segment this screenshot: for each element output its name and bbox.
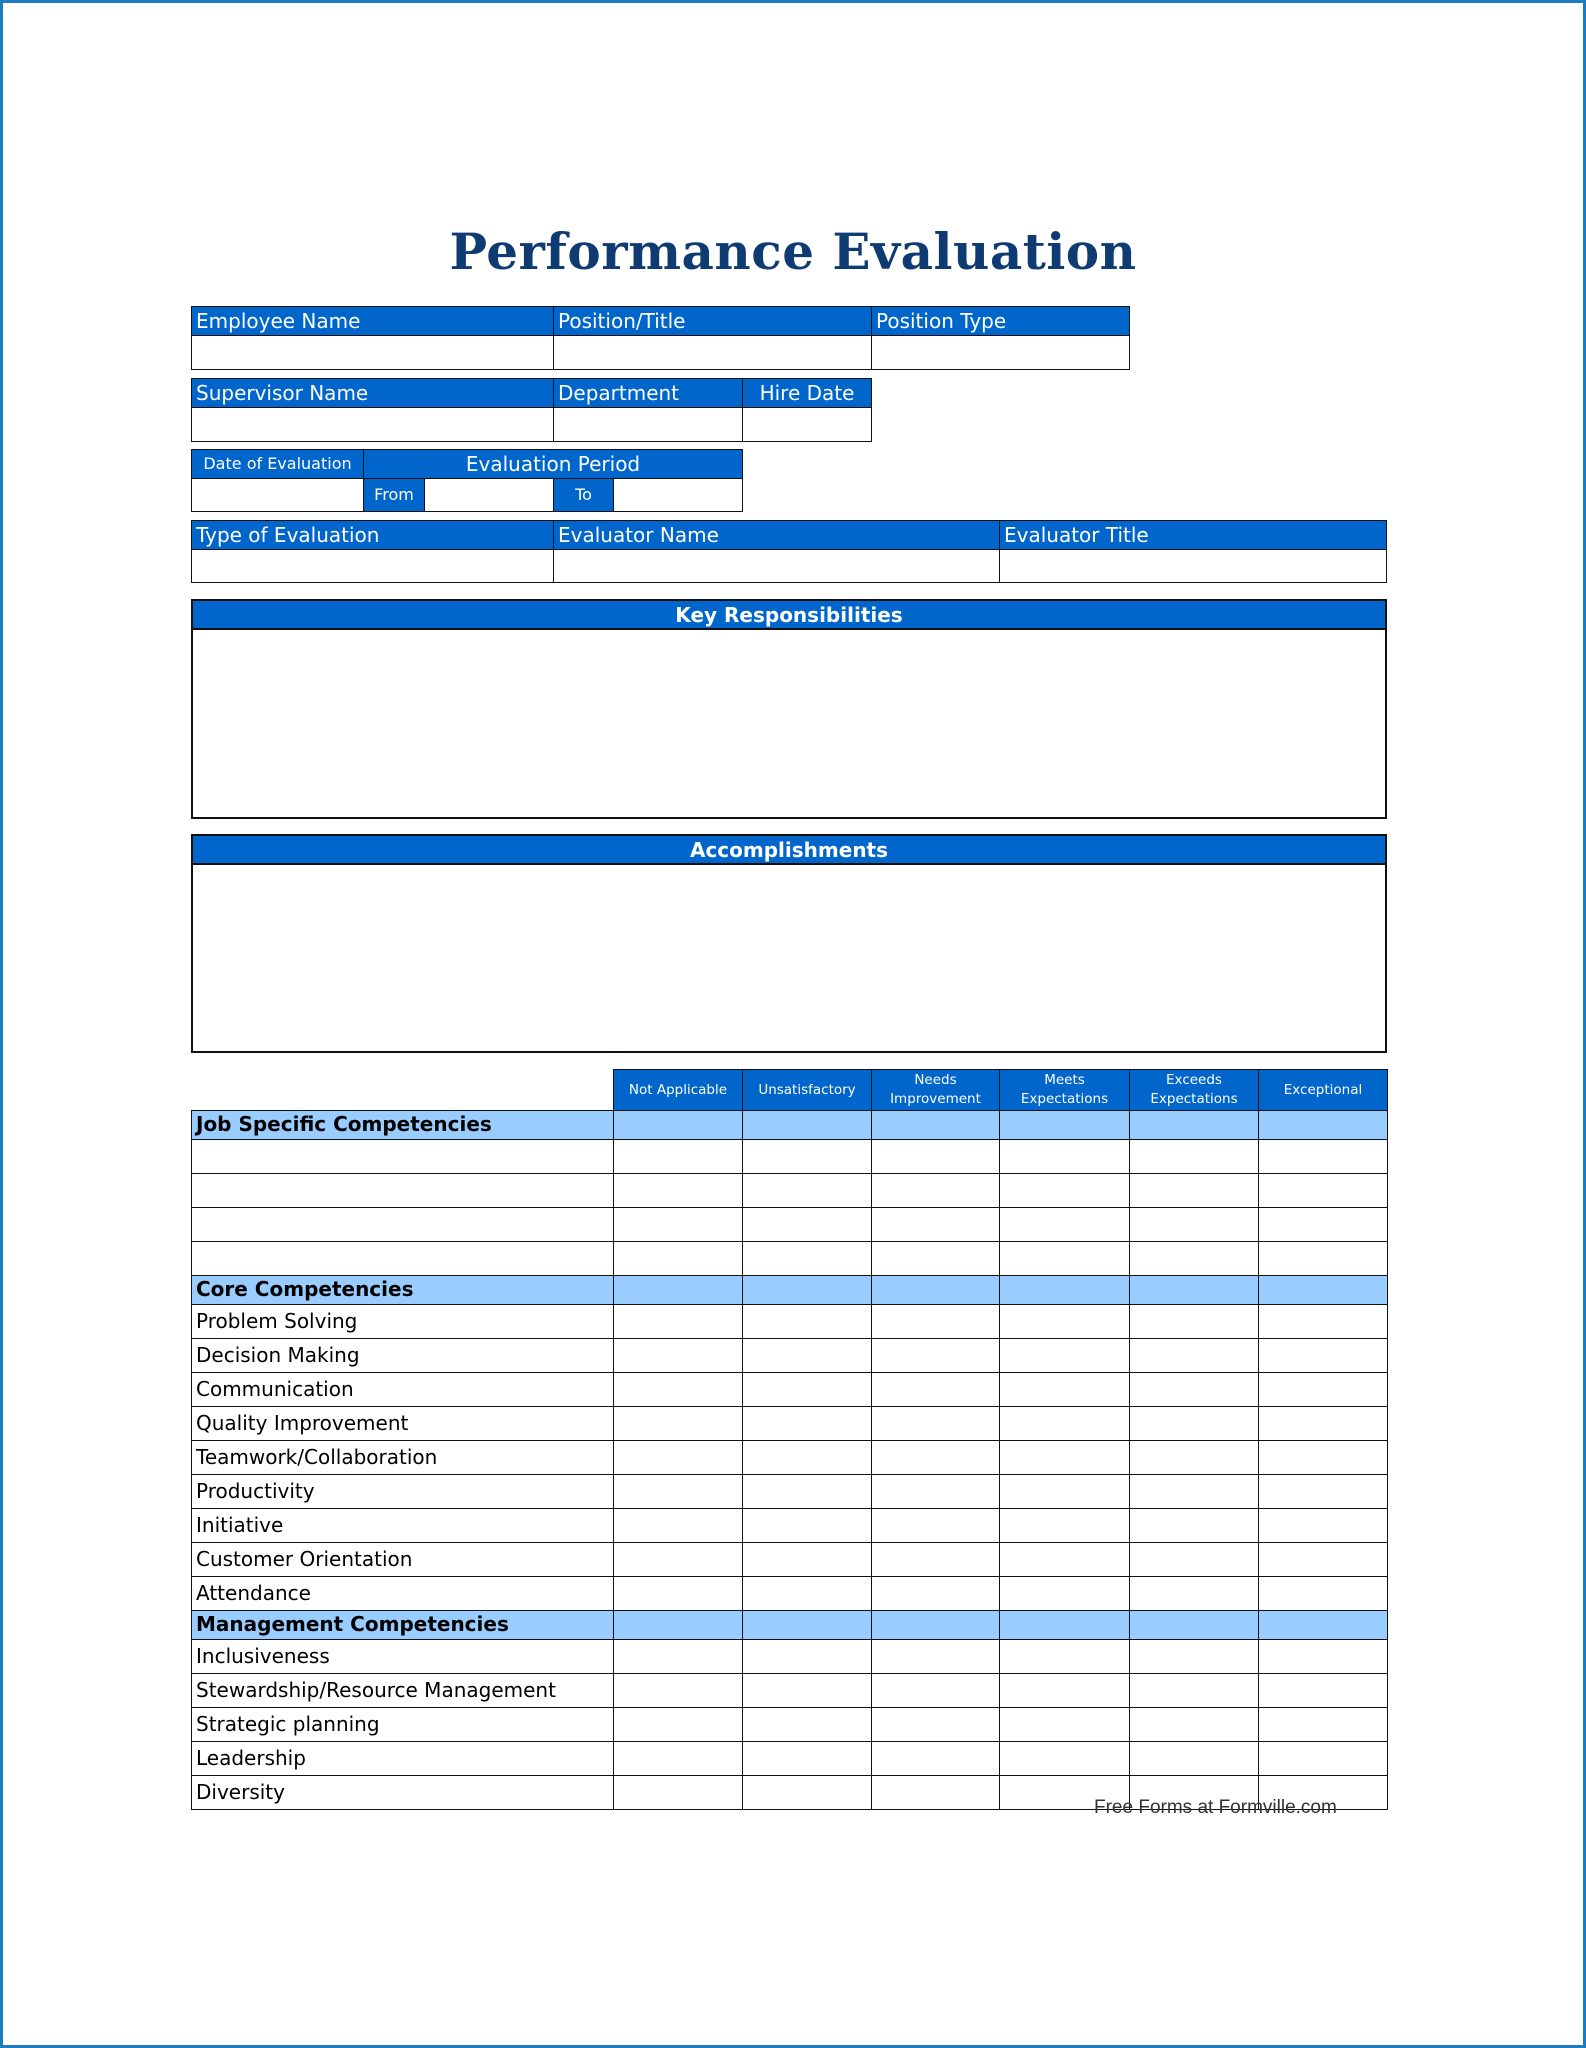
rating-cell[interactable] <box>1129 1372 1259 1407</box>
competency-label: Inclusiveness <box>191 1639 614 1674</box>
section-header-cell <box>999 1275 1130 1305</box>
section-header-cell <box>1129 1610 1259 1640</box>
rating-cell[interactable] <box>871 1707 1000 1742</box>
rating-cell[interactable] <box>999 1241 1130 1276</box>
section-header-cell <box>742 1610 872 1640</box>
rating-cell[interactable] <box>742 1139 872 1174</box>
rating-cell[interactable] <box>1258 1304 1388 1339</box>
rating-cell[interactable] <box>742 1741 872 1776</box>
to-label: To <box>553 478 614 512</box>
rating-column-header-text: Exceptional <box>1283 1081 1363 1098</box>
rating-cell[interactable] <box>999 1639 1130 1674</box>
section-header: Core Competencies <box>191 1275 614 1305</box>
evaluation-period-label: Evaluation Period <box>363 449 743 479</box>
rating-cell[interactable] <box>742 1304 872 1339</box>
rating-cell[interactable] <box>999 1440 1130 1475</box>
rating-cell[interactable] <box>742 1775 872 1810</box>
rating-cell[interactable] <box>871 1474 1000 1509</box>
page-title: Performance Evaluation <box>449 222 1137 281</box>
from-label: From <box>363 478 425 512</box>
section-header-cell <box>1129 1275 1259 1305</box>
rating-cell[interactable] <box>1258 1139 1388 1174</box>
competency-label: Attendance <box>191 1576 614 1611</box>
position-title-field[interactable] <box>553 335 872 370</box>
rating-cell[interactable] <box>1129 1207 1259 1242</box>
evaluator-title-field[interactable] <box>999 549 1387 583</box>
department-label: Department <box>553 378 743 408</box>
rating-cell[interactable] <box>1258 1207 1388 1242</box>
rating-column-header-text: Not Applicable <box>628 1081 728 1098</box>
rating-cell[interactable] <box>613 1241 743 1276</box>
section-header-cell <box>871 1275 1000 1305</box>
rating-cell[interactable] <box>1258 1474 1388 1509</box>
rating-cell[interactable] <box>999 1372 1130 1407</box>
accomplishments-header: Accomplishments <box>191 834 1387 865</box>
department-field[interactable] <box>553 407 743 442</box>
rating-column-header-text: Expectations <box>1150 1091 1238 1107</box>
rating-cell[interactable] <box>1258 1576 1388 1611</box>
competency-label: Communication <box>191 1372 614 1407</box>
rating-cell[interactable] <box>1129 1508 1259 1543</box>
rating-cell[interactable] <box>999 1406 1130 1441</box>
rating-cell[interactable] <box>742 1639 872 1674</box>
rating-cell[interactable] <box>1258 1241 1388 1276</box>
rating-cell[interactable] <box>1129 1304 1259 1339</box>
section-header-cell <box>871 1110 1000 1140</box>
rating-cell[interactable] <box>613 1406 743 1441</box>
competency-label: Customer Orientation <box>191 1542 614 1577</box>
rating-cell[interactable] <box>613 1139 743 1174</box>
competency-label: Strategic planning <box>191 1707 614 1742</box>
rating-cell[interactable] <box>613 1207 743 1242</box>
competency-label: Stewardship/Resource Management <box>191 1673 614 1708</box>
rating-column-header-text: Improvement <box>890 1091 981 1107</box>
rating-cell[interactable] <box>1129 1474 1259 1509</box>
section-header-cell <box>1129 1110 1259 1140</box>
position-type-field[interactable] <box>871 335 1130 370</box>
date-of-evaluation-field[interactable] <box>191 478 364 512</box>
rating-cell[interactable] <box>871 1338 1000 1373</box>
rating-cell[interactable] <box>999 1673 1130 1708</box>
rating-column-header <box>1258 1069 1388 1111</box>
rating-cell[interactable] <box>1129 1440 1259 1475</box>
rating-cell[interactable] <box>999 1542 1130 1577</box>
rating-cell[interactable] <box>999 1304 1130 1339</box>
rating-cell[interactable] <box>613 1741 743 1776</box>
footer-credit: Free Forms at Formville.com <box>1094 1797 1337 1818</box>
competency-label[interactable] <box>191 1241 614 1276</box>
rating-column-header-text: Unsatisfactory <box>758 1081 856 1098</box>
rating-cell[interactable] <box>1258 1508 1388 1543</box>
position-type-label: Position Type <box>871 306 1130 336</box>
hire-date-label: Hire Date <box>742 378 872 408</box>
rating-cell[interactable] <box>1258 1707 1388 1742</box>
rating-cell[interactable] <box>1258 1338 1388 1373</box>
rating-cell[interactable] <box>1129 1338 1259 1373</box>
rating-cell[interactable] <box>1129 1741 1259 1776</box>
rating-cell[interactable] <box>871 1639 1000 1674</box>
competency-label[interactable] <box>191 1173 614 1208</box>
rating-cell[interactable] <box>742 1474 872 1509</box>
key-responsibilities-field[interactable] <box>191 630 1387 819</box>
rating-cell[interactable] <box>871 1741 1000 1776</box>
rating-cell[interactable] <box>1258 1639 1388 1674</box>
rating-cell[interactable] <box>871 1440 1000 1475</box>
rating-cell[interactable] <box>742 1241 872 1276</box>
rating-cell[interactable] <box>999 1139 1130 1174</box>
evaluator-name-field[interactable] <box>553 549 1000 583</box>
rating-cell[interactable] <box>613 1440 743 1475</box>
rating-cell[interactable] <box>1129 1241 1259 1276</box>
hire-date-field[interactable] <box>742 407 872 442</box>
section-header-cell <box>999 1110 1130 1140</box>
rating-cell[interactable] <box>871 1139 1000 1174</box>
section-header-cell <box>999 1610 1130 1640</box>
rating-cell[interactable] <box>1129 1673 1259 1708</box>
competency-label: Productivity <box>191 1474 614 1509</box>
rating-cell[interactable] <box>742 1338 872 1373</box>
competency-label: Quality Improvement <box>191 1406 614 1441</box>
rating-cell[interactable] <box>999 1707 1130 1742</box>
rating-cell[interactable] <box>613 1474 743 1509</box>
rating-cell[interactable] <box>1129 1173 1259 1208</box>
competency-label: Problem Solving <box>191 1304 614 1339</box>
rating-cell[interactable] <box>613 1576 743 1611</box>
rating-cell[interactable] <box>1129 1406 1259 1441</box>
rating-cell[interactable] <box>999 1338 1130 1373</box>
section-header-cell <box>742 1275 872 1305</box>
rating-cell[interactable] <box>742 1440 872 1475</box>
position-title-label: Position/Title <box>553 306 872 336</box>
rating-cell[interactable] <box>742 1707 872 1742</box>
rating-cell[interactable] <box>613 1173 743 1208</box>
employee-name-label: Employee Name <box>191 306 554 336</box>
evaluator-title-label: Evaluator Title <box>999 520 1387 550</box>
rating-cell[interactable] <box>613 1673 743 1708</box>
rating-cell[interactable] <box>999 1173 1130 1208</box>
rating-cell[interactable] <box>1129 1707 1259 1742</box>
rating-cell[interactable] <box>871 1241 1000 1276</box>
rating-column-header <box>613 1069 743 1111</box>
rating-cell[interactable] <box>613 1338 743 1373</box>
employee-name-field[interactable] <box>191 335 554 370</box>
rating-cell[interactable] <box>871 1775 1000 1810</box>
section-header-cell <box>1258 1110 1388 1140</box>
rating-cell[interactable] <box>871 1406 1000 1441</box>
section-header-cell <box>871 1610 1000 1640</box>
section-header-cell <box>1258 1610 1388 1640</box>
section-header-cell <box>613 1610 743 1640</box>
competency-label: Leadership <box>191 1741 614 1776</box>
competency-label: Diversity <box>191 1775 614 1810</box>
accomplishments-field[interactable] <box>191 865 1387 1053</box>
rating-column-header-text: Exceeds <box>1166 1072 1222 1088</box>
rating-cell[interactable] <box>1258 1406 1388 1441</box>
rating-cell[interactable] <box>613 1542 743 1577</box>
competency-label: Teamwork/Collaboration <box>191 1440 614 1475</box>
key-responsibilities-header: Key Responsibilities <box>191 599 1387 630</box>
rating-cell[interactable] <box>742 1406 872 1441</box>
rating-cell[interactable] <box>613 1707 743 1742</box>
type-of-evaluation-label: Type of Evaluation <box>191 520 554 550</box>
rating-cell[interactable] <box>871 1207 1000 1242</box>
rating-cell[interactable] <box>613 1639 743 1674</box>
rating-cell[interactable] <box>613 1372 743 1407</box>
rating-cell[interactable] <box>999 1576 1130 1611</box>
section-header-cell <box>1258 1275 1388 1305</box>
rating-cell[interactable] <box>742 1372 872 1407</box>
rating-cell[interactable] <box>742 1673 872 1708</box>
type-of-evaluation-field[interactable] <box>191 549 554 583</box>
rating-cell[interactable] <box>999 1207 1130 1242</box>
rating-cell[interactable] <box>871 1304 1000 1339</box>
rating-cell[interactable] <box>999 1741 1130 1776</box>
rating-cell[interactable] <box>999 1474 1130 1509</box>
rating-cell[interactable] <box>871 1508 1000 1543</box>
supervisor-name-field[interactable] <box>191 407 554 442</box>
competency-label[interactable] <box>191 1207 614 1242</box>
rating-cell[interactable] <box>871 1372 1000 1407</box>
rating-cell[interactable] <box>871 1673 1000 1708</box>
rating-column-header-text: Needs <box>914 1072 957 1088</box>
rating-cell[interactable] <box>613 1508 743 1543</box>
rating-column-header <box>1129 1069 1259 1111</box>
rating-cell[interactable] <box>871 1173 1000 1208</box>
rating-cell[interactable] <box>1258 1372 1388 1407</box>
rating-column-header <box>871 1069 1000 1111</box>
rating-cell[interactable] <box>1129 1576 1259 1611</box>
rating-cell[interactable] <box>1258 1741 1388 1776</box>
rating-cell[interactable] <box>1129 1139 1259 1174</box>
rating-cell[interactable] <box>742 1542 872 1577</box>
rating-column-header-text: Expectations <box>1020 1091 1109 1107</box>
section-header-cell <box>742 1110 872 1140</box>
rating-cell[interactable] <box>871 1576 1000 1611</box>
rating-cell[interactable] <box>1129 1639 1259 1674</box>
rating-cell[interactable] <box>1258 1542 1388 1577</box>
date-of-evaluation-label: Date of Evaluation <box>191 449 364 479</box>
competency-label: Initiative <box>191 1508 614 1543</box>
rating-cell[interactable] <box>742 1207 872 1242</box>
competency-label[interactable] <box>191 1139 614 1174</box>
section-header-cell <box>613 1275 743 1305</box>
rating-cell[interactable] <box>1258 1440 1388 1475</box>
section-header: Management Competencies <box>191 1610 614 1640</box>
rating-cell[interactable] <box>1258 1673 1388 1708</box>
rating-column-header <box>742 1069 872 1111</box>
competency-label: Decision Making <box>191 1338 614 1373</box>
section-header-cell <box>613 1110 743 1140</box>
supervisor-name-label: Supervisor Name <box>191 378 554 408</box>
evaluator-name-label: Evaluator Name <box>553 520 1000 550</box>
rating-cell[interactable] <box>613 1304 743 1339</box>
rating-cell[interactable] <box>613 1775 743 1810</box>
period-to-field[interactable] <box>613 478 743 512</box>
rating-cell[interactable] <box>871 1542 1000 1577</box>
rating-cell[interactable] <box>742 1173 872 1208</box>
rating-cell[interactable] <box>742 1576 872 1611</box>
section-header: Job Specific Competencies <box>191 1110 614 1140</box>
rating-cell[interactable] <box>742 1508 872 1543</box>
rating-cell[interactable] <box>999 1508 1130 1543</box>
rating-column-header <box>999 1069 1130 1111</box>
rating-column-header-text: Meets <box>1044 1072 1085 1088</box>
rating-cell[interactable] <box>1258 1173 1388 1208</box>
rating-cell[interactable] <box>1129 1542 1259 1577</box>
period-from-field[interactable] <box>424 478 554 512</box>
